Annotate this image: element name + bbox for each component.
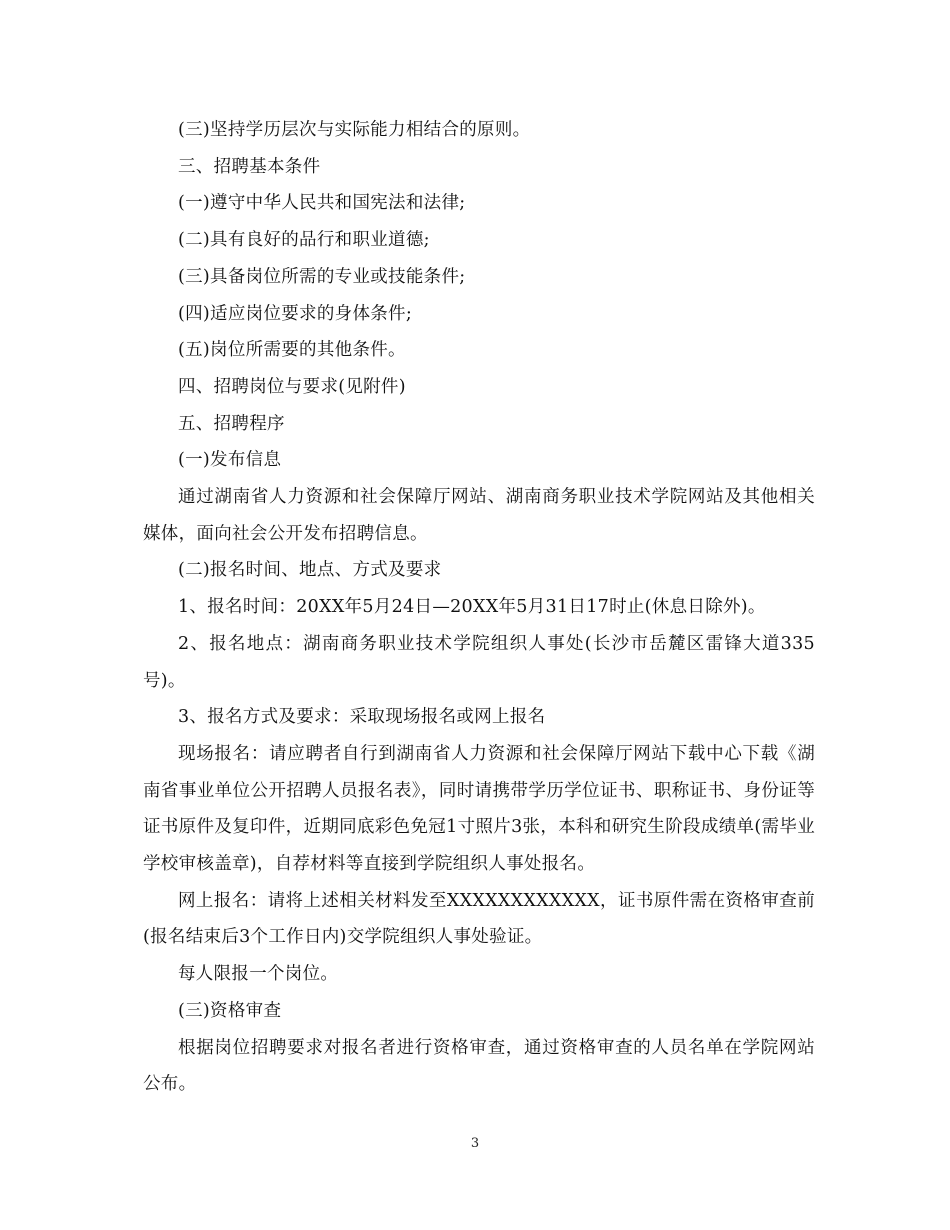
condition-1: (一)遵守中华人民共和国宪法和法律; — [178, 193, 466, 214]
condition-2: (二)具有良好的品行和职业道德; — [178, 230, 430, 251]
paragraph-registration-method: 3、报名方式及要求：采取现场报名或网上报名 — [178, 707, 546, 728]
paragraph-online-registration: 网上报名：请将上述相关材料发至XXXXXXXXXXXX，证书原件需在资格审查前(报名结束后3个工作日内)交学院组织人事处验证。 — [143, 890, 815, 948]
heading-positions: 四、招聘岗位与要求(见附件) — [178, 376, 406, 397]
paragraph-registration-place: 2、报名地点：湖南商务职业技术学院组织人事处(长沙市岳麓区雷锋大道335号)。 — [143, 633, 815, 691]
subheading-publish-info: (一)发布信息 — [178, 450, 282, 471]
document-body — [143, 112, 815, 1103]
paragraph-onsite-registration: 现场报名：请应聘者自行到湖南省人力资源和社会保障厅网站下载中心下载《湖南省事业单位公开招聘人员报名表》，同时请携带学历学位证书、职称证书、身份证等证书原件及复印件，近期同底彩色免冠1寸照片3张，本科和研究生阶段成绩单(需毕业学校审核盖章)，自荐材料等直接到学院组织人事处报名。 — [143, 743, 815, 875]
condition-5: (五)岗位所需要的其他条件。 — [178, 340, 406, 361]
heading-procedure: 五、招聘程序 — [178, 413, 285, 434]
paragraph-one-position: 每人限报一个岗位。 — [178, 964, 339, 985]
paragraph-registration-time: 1、报名时间：20XX年5月24日—20XX年5月31日17时止(休息日除外)。 — [178, 597, 766, 618]
paragraph-publish-info: 通过湖南省人力资源和社会保障厅网站、湖南商务职业技术学院网站及其他相关媒体，面向社会公开发布招聘信息。 — [143, 487, 815, 544]
paragraph-qualification-review: 根据岗位招聘要求对报名者进行资格审查，通过资格审查的人员名单在学院网站公布。 — [143, 1037, 815, 1095]
heading-basic-conditions: 三、招聘基本条件 — [178, 156, 321, 177]
condition-3: (三)具备岗位所需的专业或技能条件; — [178, 266, 466, 287]
subheading-registration: (二)报名时间、地点、方式及要求 — [178, 560, 442, 581]
condition-4: (四)适应岗位要求的身体条件; — [178, 303, 413, 324]
page-number: 3 — [470, 1136, 480, 1151]
paragraph-principle-3: (三)坚持学历层次与实际能力相结合的原则。 — [178, 120, 531, 140]
subheading-qualification-review: (三)资格审查 — [178, 1000, 282, 1021]
